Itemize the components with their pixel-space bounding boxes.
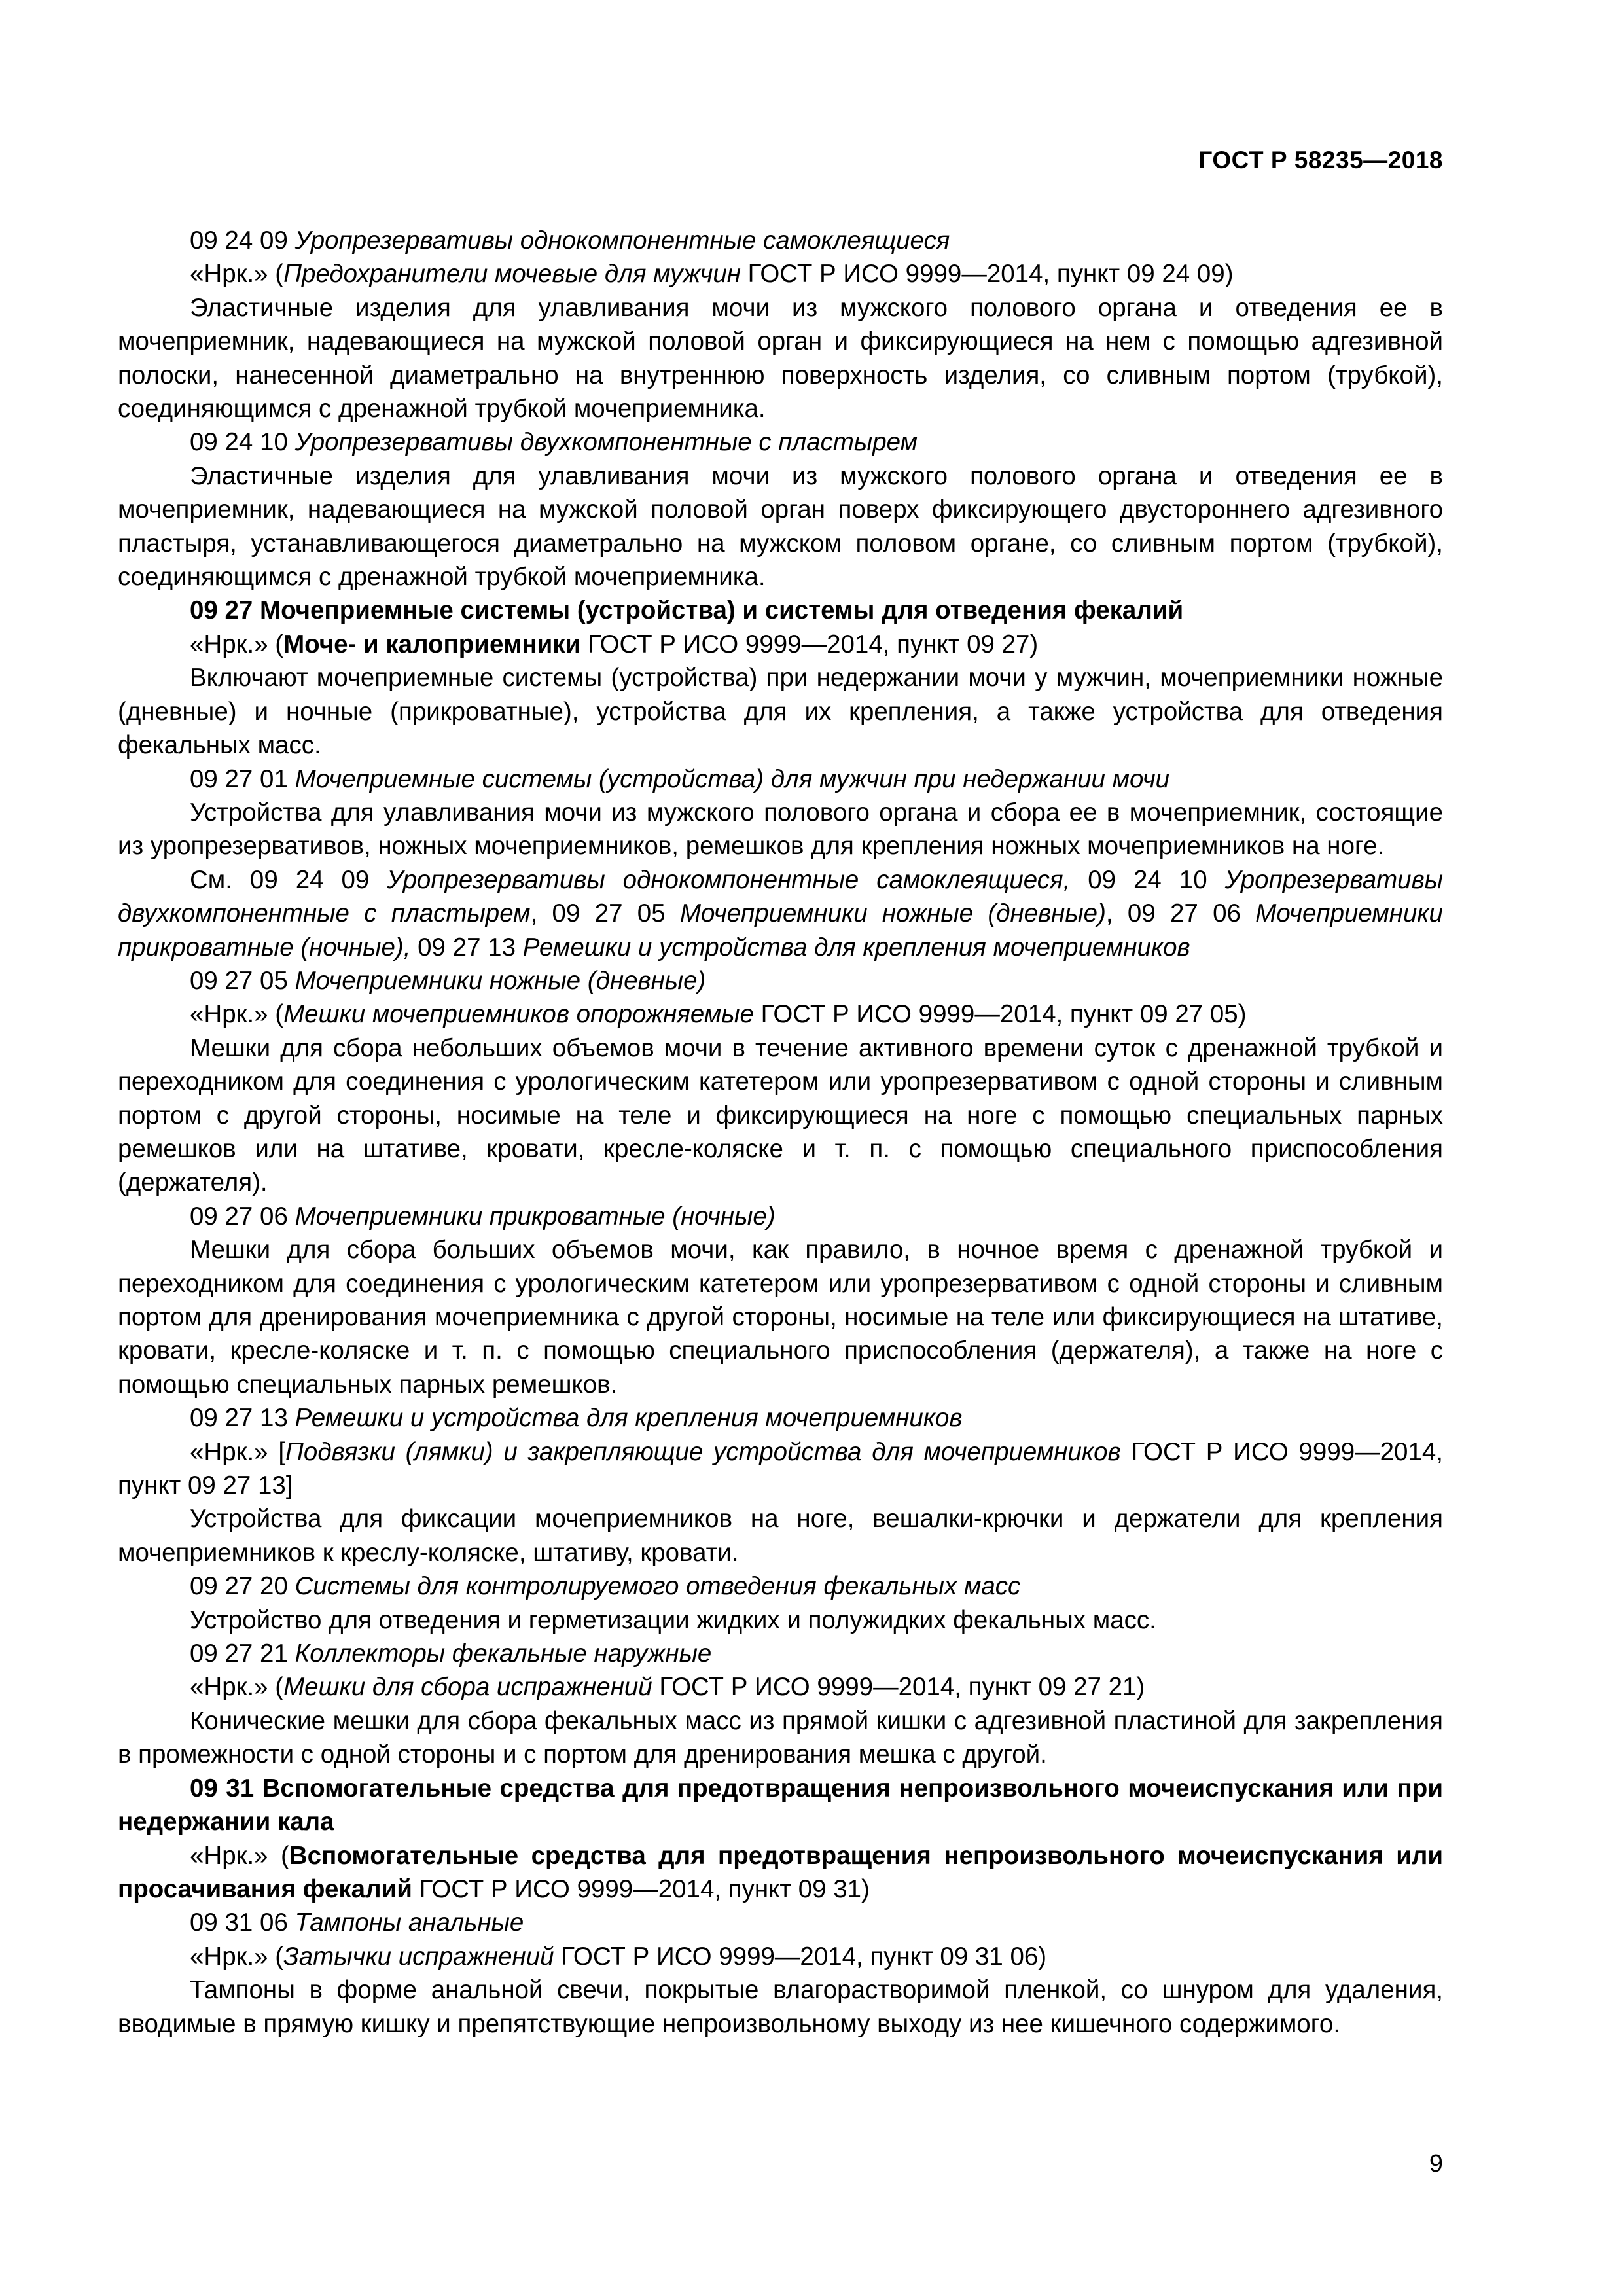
entry-title: 09 27 21 Коллекторы фекальные наружные — [190, 1640, 712, 1668]
entry-description: Эластичные изделия для улавливания мочи из мужского полового органа и отведения ее в мочеприемник, надевающиеся на мужской половой орган поверх фиксирующего двустороннего адгезивного пластыря, устанавливающегося диаметрально на мужском половом органе, со сливным портом (трубкой), соединяющимся с дренажной трубкой мочеприемника. — [118, 461, 1443, 592]
entry-reference: «Нрк.» (Вспомогательные средства для предотвращения непроизвольного мочеиспускания или просачивания фекалий ГОСТ Р ИСО 9999—2014, пункт 09 31) — [118, 1841, 1443, 1903]
entry-description: Тампоны в форме анальной свечи, покрытые влагорастворимой пленкой, со шнуром для удаления, вводимые в прямую кишку и препятствующие непроизвольному выходу из нее кишечного содержимого. — [118, 1976, 1443, 2038]
entry-title: 09 27 05 Мочеприемники ножные (дневные) — [190, 966, 706, 995]
entry-description: Конические мешки для сбора фекальных масс из прямой кишки с адгезивной пластиной для закрепления в промежности с одной стороны и с портом для дренирования мешка с другой. — [118, 1706, 1443, 1769]
entry-title: 09 27 13 Ремешки и устройства для крепления мочеприемников — [190, 1404, 963, 1433]
page-number: 9 — [1429, 2150, 1443, 2178]
document-body — [118, 224, 1443, 2041]
entry-description: Включают мочеприемные системы (устройства) при недержании мочи у мужчин, мочеприемники ножные (дневные) и ночные (прикроватные), устройства для их крепления, а также устройства для отведения фекальных масс. — [118, 664, 1443, 760]
entry-title: 09 24 09 Уропрезервативы однокомпонентные самоклеящиеся — [190, 226, 950, 255]
entry-description: Мешки для сбора небольших объемов мочи в течение активного времени суток с дренажной трубкой и переходником для соединения с урологическим катетером или уропрезервативом с одной стороны и сливным портом с другой стороны, носимые на теле и фиксирующиеся на ноге с помощью специальных парных ремешков или на штативе, кровати, кресле-коляске и т. п. с помощью специального приспособления (держателя). — [118, 1033, 1443, 1197]
entry-title: 09 27 06 Мочеприемники прикроватные (ночные) — [190, 1202, 776, 1230]
entry-reference: «Нрк.» (Моче- и калоприемники ГОСТ Р ИСО 9999—2014, пункт 09 27) — [190, 630, 1039, 658]
entry-reference: «Нрк.» (Мешки мочеприемников опорожняемые ГОСТ Р ИСО 9999—2014, пункт 09 27 05) — [190, 1000, 1247, 1029]
section-heading: 09 27 Мочеприемные системы (устройства) и системы для отведения фекалий — [190, 596, 1184, 625]
entry-reference: «Нрк.» (Затычки испражнений ГОСТ Р ИСО 9999—2014, пункт 09 31 06) — [190, 1942, 1047, 1971]
entry-description: Устройства для фиксации мочеприемников на ноге, вешалки-крючки и держатели для крепления мочеприемников к креслу-коляске, штативу, кровати. — [118, 1505, 1443, 1567]
entry-description: Устройства для улавливания мочи из мужского полового органа и сбора ее в мочеприемник, состоящие из уропрезервативов, ножных мочеприемников, ремешков для крепления ножных мочеприемников на ноге. — [118, 798, 1443, 861]
entry-description: Устройство для отведения и герметизации жидких и полужидких фекальных масс. — [190, 1605, 1156, 1634]
entry-title: 09 24 10 Уропрезервативы двухкомпонентные с пластырем — [190, 428, 918, 457]
entry-title: 09 27 01 Мочеприемные системы (устройства) для мужчин при недержании мочи — [190, 764, 1170, 793]
section-heading: 09 31 Вспомогательные средства для предотвращения непроизвольного мочеиспускания или при недержании кала — [118, 1774, 1443, 1837]
entry-reference: «Нрк.» [Подвязки (лямки) и закрепляющие устройства для мочеприемников ГОСТ Р ИСО 9999—2014, пункт 09 27 13] — [118, 1437, 1443, 1500]
entry-description: Эластичные изделия для улавливания мочи из мужского полового органа и отведения ее в мочеприемник, надевающиеся на мужской половой орган и фиксирующиеся на нем с помощью адгезивной полоски, нанесенной диаметрально на внутреннюю поверхность изделия, со сливным портом (трубкой), соединяющимся с дренажной трубкой мочеприемника. — [118, 293, 1443, 423]
entry-description: Мешки для сбора больших объемов мочи, как правило, в ночное время с дренажной трубкой и переходником для соединения с урологическим катетером или уропрезервативом с одной стороны и сливным портом для дренирования мочеприемника с другой стороны, носимые на теле или фиксирующиеся на штативе, кровати, кресле-коляске и т. п. с помощью специального приспособления (держателя), а также на ноге с помощью специальных парных ремешков. — [118, 1236, 1443, 1399]
entry-reference: «Нрк.» (Мешки для сбора испражнений ГОСТ Р ИСО 9999—2014, пункт 09 27 21) — [190, 1673, 1145, 1702]
document-standard-id: ГОСТ Р 58235—2018 — [1198, 147, 1443, 173]
cross-reference: См. 09 24 09 Уропрезервативы однокомпонентные самоклеящиеся, 09 24 10 Уропрезервативы двухкомпонентные с пластырем, 09 27 05 Мочеприемники ножные (дневные), 09 27 06 Мочеприемники прикроватные (ночные), 09 27 13 Ремешки и устройства для крепления мочеприемников — [118, 865, 1444, 961]
entry-title: 09 31 06 Тампоны анальные — [190, 1909, 524, 1937]
entry-title: 09 27 20 Системы для контролируемого отведения фекальных масс — [190, 1572, 1021, 1601]
entry-reference: «Нрк.» (Предохранители мочевые для мужчин ГОСТ Р ИСО 9999—2014, пункт 09 24 09) — [190, 260, 1234, 289]
